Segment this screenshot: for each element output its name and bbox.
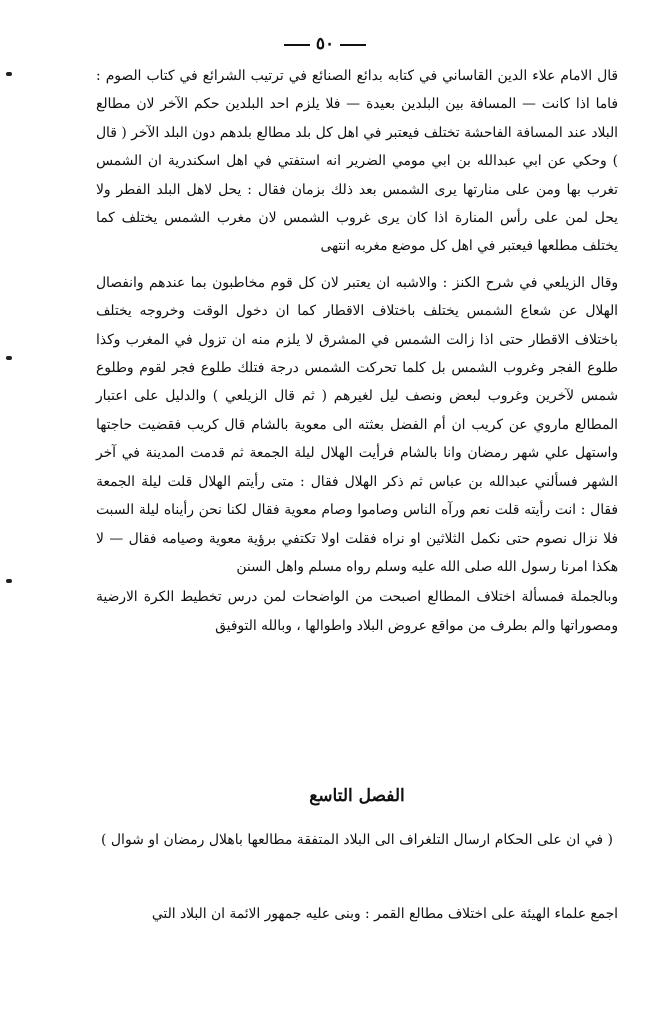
paragraph-qasani-quote: قال الامام علاء الدين القاساني في كتابه بدائع الصنائع في ترتيب الشرائع في كتاب الصوم : فاما اذا كانت — المسافة بين البلدين بعيدة — فلا يلزم احد البلدين حكم الآخر لان مطالع البلاد عند المسافة الفاحشة تختلف فيعتبر في اهل كل بلد مطالع بلدهم دون البلد الآخر ( قال ) وحكي عن ابي عبدالله بن ابي مومي الضرير انه استفتي في اهل اسكندرية ان الشمس تغرب بها ومن على منارتها يرى الشمس بعد ذلك بزمان فقال : يحل لاهل البلد الفطر ولا يحل لمن على رأس المنارة اذا كان يرى غروب الشمس لان مغرب الشمس يختلف كما يختلف مطلعها فيعتبر في اهل كل موضع مغربه انتهى bbox=[96, 68, 618, 255]
chapter-subtitle: ( في ان على الحكام ارسال التلغراف الى البلاد المتفقة مطالعها باهلال رمضان او شوال ) bbox=[100, 832, 614, 848]
chapter-opening-line: اجمع علماء الهيئة على اختلاف مطالع القمر : وبنى عليه جمهور الائمة ان البلاد التي bbox=[151, 906, 618, 922]
page-number-value: ٥٠ bbox=[315, 34, 335, 54]
page-number-dash-left bbox=[284, 44, 310, 46]
chapter-title: الفصل التاسع bbox=[309, 786, 405, 806]
margin-speck bbox=[6, 72, 12, 76]
paragraph-conclusion: وبالجملة فمسألة اختلاف المطالع اصبحت من الواضحات لمن درس تخطيط الكرة الارضية ومصوراتها والم بطرف من مواقع عروض البلاد واطوالها ، وبالله التوفيق bbox=[96, 589, 618, 634]
page-number-dash-right bbox=[340, 44, 366, 46]
margin-speck bbox=[6, 579, 12, 583]
paragraph-zaylai-quote: وقال الزيلعي في شرح الكنز : والاشبه ان يعتبر لان كل قوم مخاطبون بما عندهم وانفصال الهلال عن شعاع الشمس يختلف باختلاف الاقطار كما ان دخول الوقت وخروجه يختلف باختلاف الاقطار حتى اذا زالت الشمس في المشرق لا يلزم منه ان تزول في المغرب وكذا طلوع الفجر وغروب الشمس بل كلما تحركت الشمس درجة فتلك طلوع فجر لقوم وطلوع شمس لآخرين وغروب لبعض ونصف ليل لغيرهم ( ثم قال الزيلعي ) والدليل على اعتبار المطالع ماروي عن كريب ان أم الفضل بعثته الى معوية بالشام قال كريب فقضيت حاجتها واستهل علي شهر رمضان وانا بالشام فرأيت الهلال ليلة الجمعة ثم قدمت المدينة في آخر الشهر فسألني عبدالله بن عباس ثم ذكر الهلال فقال : متى رأيتم الهلال قلت ليلة الجمعة فقال : انت رأيته قلت نعم ورآه الناس وصاموا وصام معوية فقال لكنا نحن رأيناه ليلة السبت فلا نزال نصوم حتى نكمل الثلاثين او نراه فقلت اولا تكتفي برؤية معوية وصيامه فقال — لا هكذا امرنا رسول الله صلى الله عليه وسلم رواه مسلم واهل السنن bbox=[96, 274, 618, 575]
page-number bbox=[0, 34, 650, 54]
main-text bbox=[96, 62, 618, 640]
margin-speck bbox=[6, 356, 12, 360]
